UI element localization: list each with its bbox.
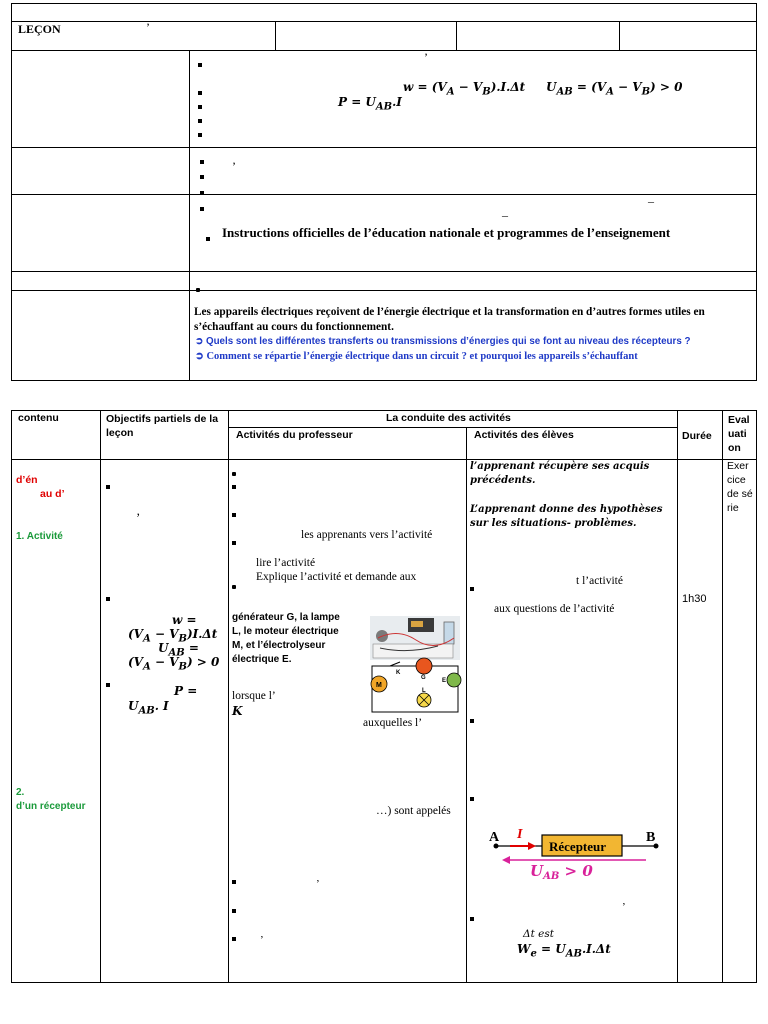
electrolyser-e: [447, 673, 461, 687]
gen-line: générateur G, la lampe: [232, 612, 340, 623]
prof-appeles: …) sont appelés: [376, 805, 451, 817]
gen-line: L, le moteur électrique: [232, 626, 339, 637]
apostrophe: ’: [260, 934, 264, 946]
uab-label: $U_{AB} > 0$: [530, 862, 593, 880]
apostrophe: ’: [136, 510, 141, 525]
circuit-figure: [368, 608, 464, 718]
contenu-activite: 1. Activité: [16, 531, 63, 542]
prof-lire: lire l’activité: [256, 557, 316, 569]
eleves-activite: t l’activité: [576, 575, 623, 587]
contenu-recepteur: d’un récepteur: [16, 801, 86, 812]
bullet: [200, 200, 204, 218]
prof-generator-desc: [232, 611, 367, 667]
apostrophe: ’: [622, 901, 626, 913]
eleves-we: $W_e = U_{AB}.I.\Delta t$: [517, 942, 611, 960]
obj-u1: $U_{AB}$ =: [158, 641, 199, 659]
col-divider: [275, 21, 276, 50]
arrow-icon: ➲: [195, 351, 204, 362]
current-i-label: I: [517, 827, 523, 842]
arrow-icon: ➲: [195, 336, 204, 347]
eleves-acquis-1: l’apprenant récupère ses acquis: [470, 461, 650, 472]
col-divider: [228, 410, 229, 983]
bullet: [470, 580, 474, 598]
col-divider: [677, 410, 678, 983]
evaluation-value: Exercice de série: [727, 460, 753, 514]
point-a-label: A: [489, 830, 500, 845]
contenu-line1: d’én: [16, 474, 38, 486]
eleves-hyp-1: L’apprenant donne des hypothèses: [470, 504, 663, 515]
row-divider: [11, 271, 757, 272]
row-divider: [11, 290, 757, 291]
bullet: [198, 126, 202, 144]
eleves-questions: aux questions de l’activité: [494, 603, 615, 615]
obj-w1: w =: [172, 613, 197, 627]
header-evaluation: Evaluation: [728, 414, 750, 454]
recepteur-figure: [486, 822, 662, 880]
bullet: [232, 506, 236, 524]
header-objectifs: Objectifs partiels de la leçon: [106, 413, 219, 439]
bullet: [106, 478, 110, 496]
bullet: [206, 230, 210, 248]
header-contenu: contenu: [18, 412, 59, 424]
bullet: [470, 910, 474, 928]
header-divider: [228, 427, 677, 428]
formula-p: $P = U_{AB}.I$: [338, 95, 402, 113]
prof-k: K: [232, 704, 243, 718]
gen-line: M, et l’électrolyseur: [232, 640, 326, 651]
point-b-label: B: [646, 830, 656, 845]
bullet: [232, 873, 236, 891]
obj-u2: $(V_A - V_B) > 0$: [128, 655, 220, 673]
col-divider: [619, 21, 620, 50]
col-divider: [100, 410, 101, 983]
header-conduite: La conduite des activités: [386, 412, 511, 424]
lamp-l-label: L: [422, 688, 426, 694]
contenu-num2: 2.: [16, 787, 25, 798]
dash: –: [648, 194, 654, 208]
header-prof: Activités du professeur: [236, 429, 353, 441]
bullet: [232, 478, 236, 496]
generator-g: [416, 658, 432, 674]
switch-k-label: K: [396, 670, 401, 676]
col-divider: [722, 410, 723, 983]
bullet: [106, 676, 110, 694]
apostrophe: ’: [424, 50, 428, 64]
apparatus-photo: [370, 616, 460, 660]
generator-g-label: G: [421, 675, 426, 681]
recepteur-label: Récepteur: [549, 839, 607, 854]
eleves-acquis-2: précédents.: [470, 475, 536, 486]
obj-w2: $(V_A - V_B)I.\Delta t$: [128, 627, 218, 645]
apostrophe: ’: [232, 159, 236, 173]
formula-uab: $U_{AB} = (V_A - V_B) > 0$: [546, 80, 683, 98]
bullet: [470, 790, 474, 808]
obj-p1: P =: [174, 684, 198, 698]
row-divider: [11, 147, 757, 148]
bullet: [106, 590, 110, 608]
question-1: ➲ Quels sont les différentes transferts ou transmissions d’énergies qui se font au niveau des récepteurs ?: [195, 336, 691, 347]
bullet: [470, 712, 474, 730]
intro-paragraph: Les appareils électriques reçoivent de l’énergie électrique et la transformation en d’autres formes utiles en s’échauffant au cours du fonctionnement.: [194, 306, 705, 333]
contenu-line2: au d’: [40, 488, 65, 500]
col-divider: [189, 50, 190, 381]
duree-value: 1h30: [682, 593, 707, 605]
gen-line: électrique E.: [232, 654, 292, 665]
bullet: [196, 279, 200, 297]
row-divider: [11, 50, 757, 51]
row-divider: [11, 194, 757, 195]
eleves-dt: Δt est: [523, 928, 554, 940]
header-duree: Durée: [682, 430, 712, 442]
apostrophe: ’: [146, 20, 150, 34]
header-eleves: Activités des élèves: [474, 429, 574, 441]
col-divider: [456, 21, 457, 50]
prof-lorsque: lorsque l’: [232, 690, 276, 702]
bullet: [232, 576, 236, 594]
prof-apprenants: les apprenants vers l’activité: [301, 529, 433, 541]
obj-p2: $U_{AB}$. I: [128, 699, 169, 717]
prof-auxquelles: auxquelles l’: [363, 717, 423, 729]
formula-w: $w = (V_A - V_B).I.\Delta t$: [403, 80, 526, 98]
dash: –: [502, 208, 508, 222]
motor-m-label: M: [376, 682, 382, 689]
col-divider: [466, 427, 467, 983]
instructions-text: Instructions officielles de l’éducation nationale et programmes de l’enseignement: [222, 225, 671, 240]
eleves-hyp-2: sur les situations- problèmes.: [470, 518, 637, 529]
header-divider: [11, 459, 757, 460]
bullet: [232, 902, 236, 920]
bullet: [232, 534, 236, 552]
prof-explique: Explique l’activité et demande aux: [256, 571, 417, 583]
apostrophe: ’: [316, 878, 320, 890]
bullet: [232, 930, 236, 948]
lesson-label: LEÇON: [18, 22, 61, 36]
electrolyser-e-label: E: [442, 678, 447, 684]
row-divider: [11, 21, 757, 22]
bullet: [198, 56, 202, 74]
question-2: ➲ Comment se répartie l’énergie électrique dans un circuit ? et pourquoi les appareils s’échauffant: [195, 351, 638, 362]
